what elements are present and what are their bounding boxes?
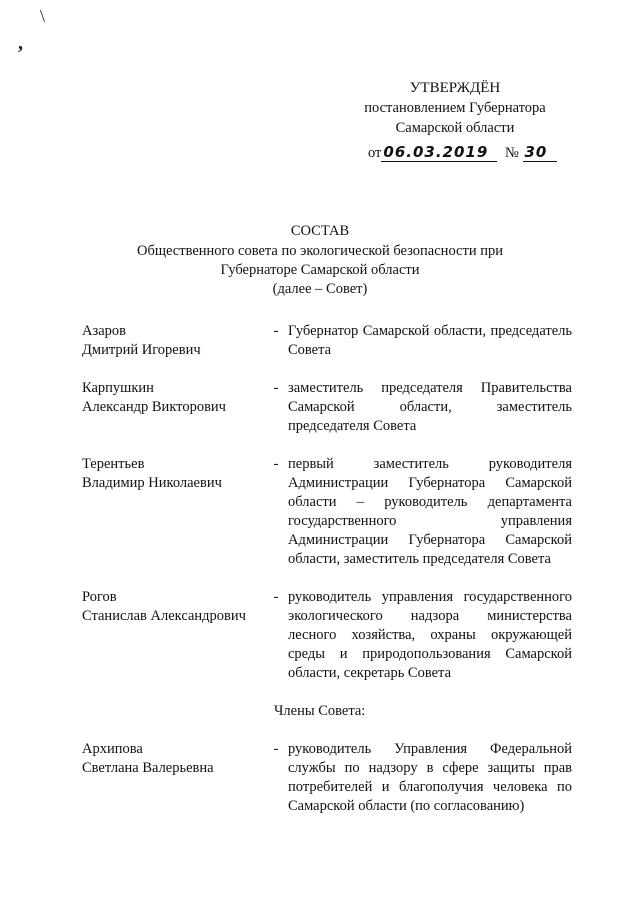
approval-stamp [340, 78, 570, 138]
member-position: первый заместитель руководителя Администрации Губернатора Самарской области – руководитель департамента государственного управления Администрации Губернатора Самарской области, заместитель председателя Совета [288, 456, 572, 567]
member-dash: - [273, 741, 279, 757]
member-position: руководитель управления государственного экологического надзора министерства лесного хозяйства, охраны окружающей среды и природопользования Самарской области, секретарь Совета [288, 589, 572, 681]
member-dash: - [273, 456, 279, 472]
member-surname: Карпушкин [82, 380, 154, 396]
number-label: № [505, 145, 519, 161]
approval-title: УТВЕРЖДЁН [409, 80, 501, 96]
date-prefix: от [368, 145, 382, 161]
council-composition [82, 322, 572, 835]
member-name [82, 379, 264, 436]
heading-line-governor: Губернаторе Самарской области [220, 262, 420, 278]
member-row [82, 322, 572, 360]
member-surname: Азаров [82, 323, 126, 339]
member-name [82, 455, 264, 569]
member-given-names: Станислав Александрович [82, 608, 246, 624]
decree-date-number [368, 143, 557, 162]
member-position: заместитель председателя Правительства Самарской области, заместитель председателя Совета [288, 380, 572, 434]
scan-tick-mark: \ [40, 6, 46, 26]
member-given-names: Александр Викторович [82, 399, 226, 415]
member-surname: Архипова [82, 741, 143, 757]
member-name [82, 740, 264, 816]
member-given-names: Светлана Валерьевна [82, 760, 214, 776]
document-heading [100, 222, 540, 299]
member-row [82, 455, 572, 569]
heading-title: СОСТАВ [290, 223, 350, 239]
member-surname: Терентьев [82, 456, 145, 472]
member-dash: - [273, 323, 279, 339]
approval-line-region: Самарской области [395, 120, 515, 136]
scan-comma-mark: , [18, 32, 23, 54]
member-dash: - [273, 589, 279, 605]
members-section-label: Члены Совета: [274, 703, 366, 719]
approval-line-decree: постановлением Губернатора [364, 100, 546, 116]
member-surname: Рогов [82, 589, 117, 605]
member-name [82, 588, 264, 683]
member-position: руководитель Управления Федеральной службы по надзору в сфере защиты прав потребителей и благополучия человека по Самарской области (по согласованию) [288, 741, 572, 814]
handwritten-date: 06.03.2019 [381, 143, 497, 162]
handwritten-number: 30 [523, 143, 557, 162]
member-given-names: Дмитрий Игоревич [82, 342, 201, 358]
member-row [82, 588, 572, 683]
heading-line-council: Общественного совета по экологической безопасности при [137, 243, 503, 259]
member-position: Губернатор Самарской области, председатель Совета [288, 323, 572, 358]
member-row [82, 379, 572, 436]
member-name [82, 322, 264, 360]
member-dash: - [273, 380, 279, 396]
member-row [82, 740, 572, 816]
member-given-names: Владимир Николаевич [82, 475, 222, 491]
heading-line-abbrev: (далее – Совет) [272, 281, 368, 297]
